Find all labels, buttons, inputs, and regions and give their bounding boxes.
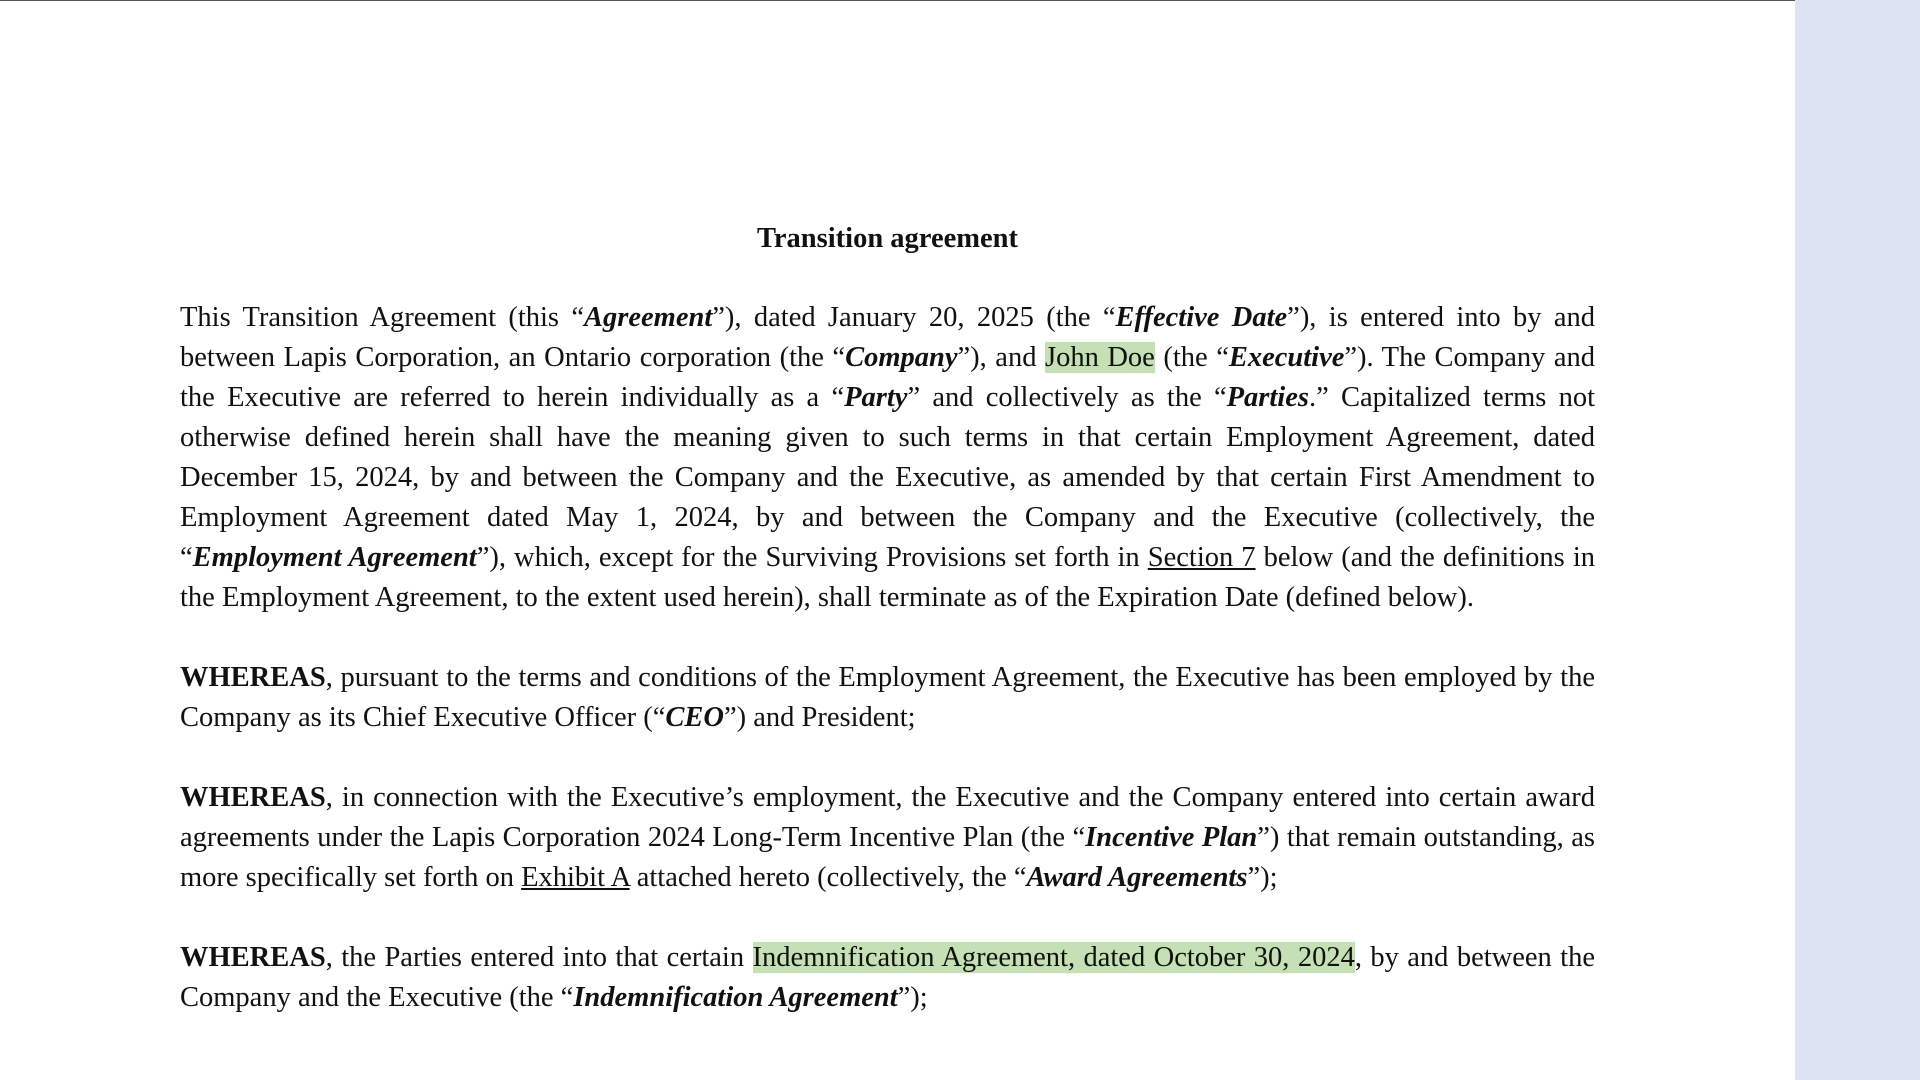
exhibit-a-reference[interactable]: Exhibit A: [521, 862, 630, 893]
intro-text: below (and the definitions in the Employment Agreement, to the extent used herein), shall terminate as of the Expiration Date (defined below).: [180, 542, 1595, 613]
defined-term-parties: Parties: [1226, 382, 1309, 413]
defined-term-ceo: CEO: [665, 702, 725, 733]
intro-text: ” and collectively as the “: [907, 382, 1227, 413]
document-page[interactable]: [0, 1, 1795, 1080]
defined-term-agreement: Agreement: [584, 302, 713, 333]
defined-term-effective-date: Effective Date: [1115, 302, 1288, 333]
whereas-text: attached hereto (collectively, the “: [629, 862, 1027, 893]
whereas-lead: WHEREAS: [180, 942, 326, 973]
highlighted-indemnification-reference: Indemnification Agreement, dated October 30, 2024: [752, 942, 1355, 973]
side-panel: [1795, 0, 1920, 1080]
section-7-reference[interactable]: Section 7: [1147, 542, 1256, 573]
defined-term-executive: Executive: [1228, 342, 1345, 373]
whereas-text: ”) and President;: [724, 702, 916, 733]
whereas-paragraph-3[interactable]: [180, 938, 1595, 1018]
whereas-text: , in connection with the Executive’s employment, the Executive and the Company entered into certain award agreements under the Lapis Corporation 2024 Long-Term Incentive Plan (the “: [180, 782, 1595, 853]
defined-term-company: Company: [845, 342, 958, 373]
intro-text: (the “: [1154, 342, 1229, 373]
intro-paragraph[interactable]: [180, 298, 1595, 618]
intro-text: ”), is entered into by and between Lapis Corporation, an Ontario corporation (the “: [180, 302, 1595, 373]
defined-term-employment-agreement: Employment Agreement: [192, 542, 477, 573]
whereas-text: , by and between the Company and the Executive (the “: [180, 942, 1595, 1013]
intro-text: ”), which, except for the Surviving Provisions set forth in: [476, 542, 1148, 573]
whereas-lead: WHEREAS: [180, 662, 326, 693]
intro-text: ”), dated January 20, 2025 (the “: [712, 302, 1116, 333]
intro-text: ”), and: [957, 342, 1045, 373]
defined-term-award-agreements: Award Agreements: [1026, 862, 1248, 893]
defined-term-incentive-plan: Incentive Plan: [1085, 822, 1258, 853]
whereas-text: , pursuant to the terms and conditions of the Employment Agreement, the Executive has been employed by the Company as its Chief Executive Officer (“: [180, 662, 1595, 733]
defined-term-party: Party: [844, 382, 908, 413]
whereas-paragraph-1[interactable]: [180, 658, 1595, 738]
whereas-paragraph-2[interactable]: [180, 778, 1595, 898]
defined-term-indemnification-agreement: Indemnification Agreement: [573, 982, 898, 1013]
whereas-text: , the Parties entered into that certain: [325, 942, 753, 973]
intro-text: .” Capitalized terms not otherwise defined herein shall have the meaning given to such terms in that certain Employment Agreement, dated December 15, 2024, by and between the Company and the Executive, as amended by that certain First Amendment to Employment Agreement dated May 1, 2024, by and between the Company and the Executive (collectively, the “: [180, 382, 1596, 573]
whereas-text: ”);: [897, 982, 928, 1013]
whereas-text: ”) that remain outstanding, as more specifically set forth on: [180, 822, 1595, 893]
document-body: [180, 219, 1595, 1058]
document-title: Transition agreement: [757, 223, 1018, 254]
intro-text: This Transition Agreement (this “: [180, 302, 585, 333]
whereas-lead: WHEREAS: [180, 782, 326, 813]
whereas-text: ”);: [1247, 862, 1278, 893]
intro-text: ”). The Company and the Executive are referred to herein individually as a “: [180, 342, 1596, 413]
highlighted-executive-name: John Doe: [1044, 342, 1155, 373]
